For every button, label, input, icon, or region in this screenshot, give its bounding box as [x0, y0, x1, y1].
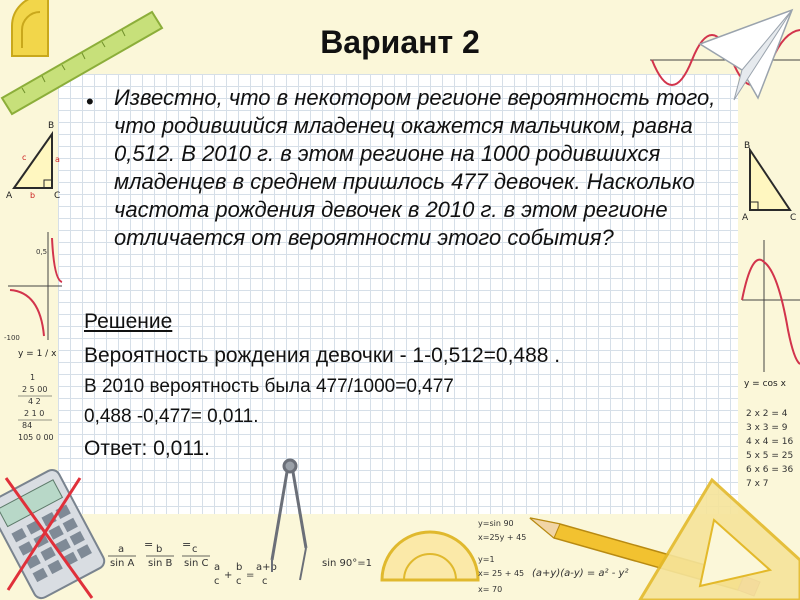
svg-text:sin A: sin A	[110, 558, 135, 569]
svg-text:sin C: sin C	[184, 558, 209, 569]
svg-text:b: b	[236, 562, 243, 573]
solution-line-3: 0,488 -0,477= 0,011.	[84, 406, 259, 427]
svg-text:x=25y + 45: x=25y + 45	[478, 533, 527, 542]
solution-line-2: В 2010 вероятность была 477/1000=0,477	[84, 376, 454, 397]
svg-text:=: =	[182, 538, 192, 551]
triangle-diagram-right	[742, 141, 796, 223]
svg-text:7 x 7: 7 x 7	[746, 479, 769, 489]
svg-text:0,5: 0,5	[36, 248, 48, 256]
svg-text:2 5 00: 2 5 00	[22, 385, 48, 394]
equations-decor	[478, 519, 526, 594]
multiplication-table	[746, 409, 793, 489]
svg-text:=: =	[246, 570, 255, 581]
svg-text:B: B	[744, 141, 751, 151]
svg-text:y=1: y=1	[478, 555, 495, 564]
svg-text:A: A	[742, 213, 749, 223]
solution-line-1: Вероятность рождения девочки - 1-0,512=0,488 .	[84, 344, 561, 367]
svg-text:y=sin 90: y=sin 90	[478, 519, 514, 528]
protractor-bottom-icon	[382, 532, 478, 580]
svg-text:C: C	[790, 213, 797, 223]
graph-label-right: y = cos x	[744, 379, 786, 389]
svg-text:A: A	[6, 191, 13, 201]
fraction-sum-formula	[214, 562, 277, 587]
svg-text:x= 25 + 45: x= 25 + 45	[478, 569, 525, 578]
long-division-decor	[18, 373, 54, 442]
svg-text:c: c	[192, 544, 198, 555]
hyperbola-graph-left	[4, 232, 62, 359]
solution-heading: Решение	[84, 310, 173, 333]
svg-text:2 1 0: 2 1 0	[24, 409, 45, 418]
svg-text:105 0 00: 105 0 00	[18, 433, 54, 442]
svg-text:sin B: sin B	[148, 558, 173, 569]
svg-text:c: c	[262, 576, 268, 587]
svg-text:4 2: 4 2	[28, 397, 41, 406]
svg-text:c: c	[22, 153, 27, 162]
svg-text:a: a	[55, 155, 60, 164]
answer-line: Ответ: 0,011.	[84, 437, 210, 460]
svg-text:c: c	[236, 576, 242, 587]
svg-text:c: c	[214, 576, 220, 587]
svg-text:=: =	[144, 538, 154, 551]
svg-text:2 x 2 = 4: 2 x 2 = 4	[746, 409, 788, 419]
svg-text:1: 1	[30, 373, 36, 382]
compass-icon	[272, 460, 306, 580]
svg-text:b: b	[156, 544, 163, 555]
svg-text:a: a	[214, 562, 221, 573]
triangle-label: B	[48, 121, 55, 131]
svg-text:6 x 6 = 36: 6 x 6 = 36	[746, 465, 794, 475]
svg-text:84: 84	[22, 421, 33, 430]
graph-label-left: y = 1 / x	[18, 349, 57, 359]
sin-90-formula: sin 90°=1	[322, 558, 372, 569]
slide-title: Вариант 2	[320, 24, 480, 60]
triangle-diagram-left	[6, 121, 60, 201]
set-square-icon	[640, 480, 800, 600]
sine-law-formula	[108, 538, 210, 569]
svg-text:b: b	[30, 191, 36, 200]
cosine-graph-right	[742, 240, 800, 389]
bullet-icon: •	[86, 89, 94, 114]
svg-text:5 x 5 = 25: 5 x 5 = 25	[746, 451, 794, 461]
svg-text:x= 70: x= 70	[478, 585, 503, 594]
svg-text:4 x 4 = 16: 4 x 4 = 16	[746, 437, 794, 447]
svg-text:C: C	[54, 191, 61, 201]
svg-text:3 x 3 = 9: 3 x 3 = 9	[746, 423, 788, 433]
svg-text:-100: -100	[4, 334, 20, 342]
formula-decor: (a+y)(a-y) = a² - y²	[532, 568, 629, 579]
svg-text:a: a	[118, 544, 125, 555]
svg-text:a+b: a+b	[256, 562, 277, 573]
svg-text:+: +	[224, 570, 233, 581]
problem-statement: Известно, что в некотором регионе вероятность того, что родившийся младенец окажется мальчиком, равна 0,512. В 2010 г. в этом регионе на 1000 родившихся младенцев в среднем пришлось 477 девочек. Насколько частота рождения девочек в 2010 г. в этом регионе отличается от вероятности этого события?	[114, 85, 716, 250]
